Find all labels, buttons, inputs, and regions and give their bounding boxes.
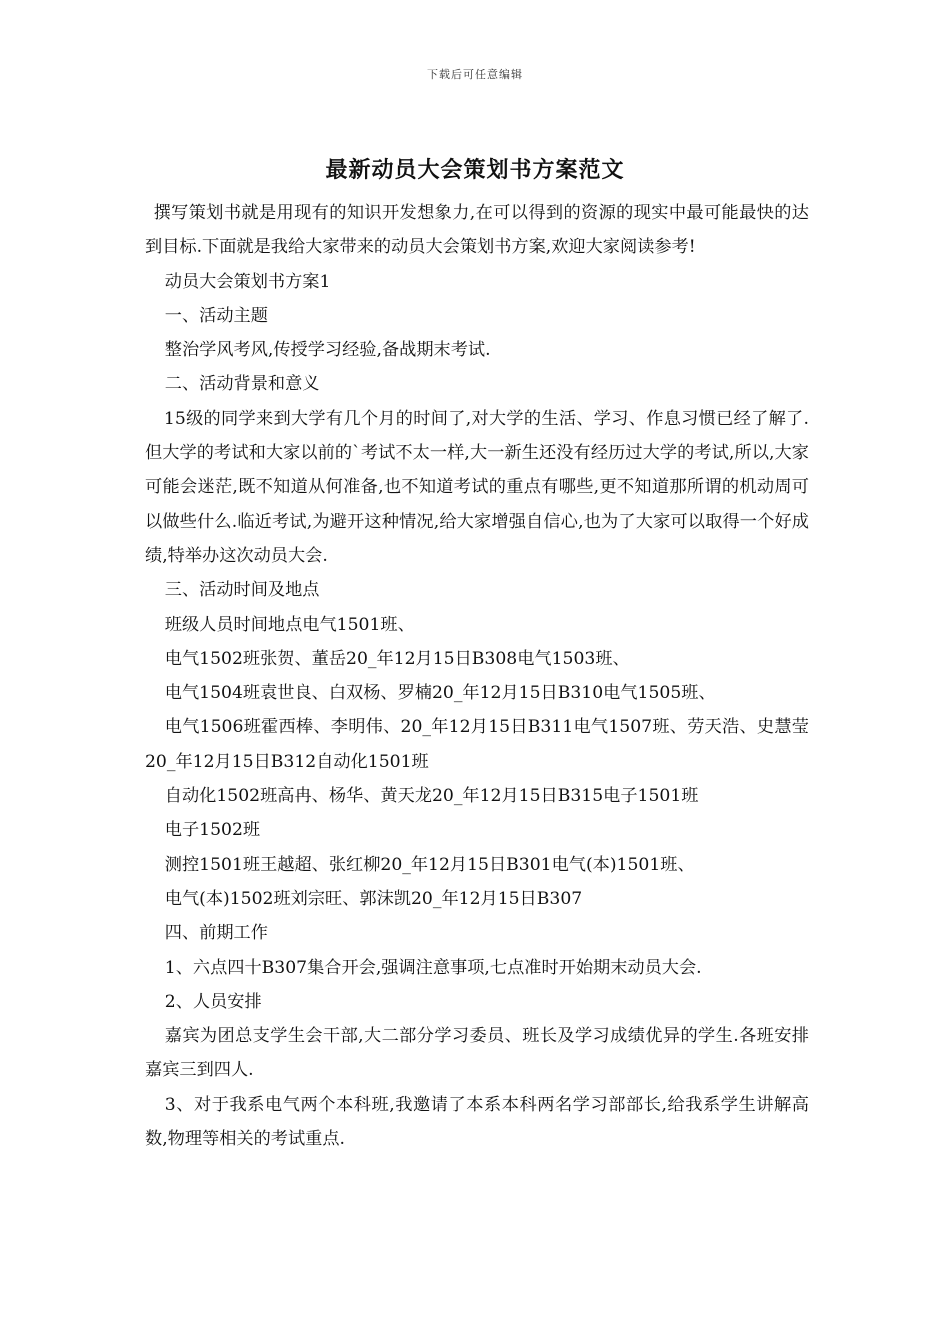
paragraph-theme: 整治学风考风,传授学习经验,备战期末考试. bbox=[164, 340, 491, 361]
intro-paragraph: 撰写策划书就是用现有的知识开发想象力,在可以得到的资源的现实中最可能最快的达到目标.下面就是我给大家带来的动员大会策划书方案,欢迎大家阅读参考! bbox=[145, 203, 809, 258]
paragraph-prep-1: 1、六点四十B307集合开会,强调注意事项,七点准时开始期末动员大会. bbox=[164, 957, 702, 978]
schedule-line: 自动化1502班高冉、杨华、黄天龙20_年12月15日B315电子1501班 bbox=[164, 786, 699, 807]
header-note: 下载后可任意编辑 bbox=[427, 68, 523, 81]
section-heading-time-place: 三、活动时间及地点 bbox=[164, 580, 320, 601]
schedule-line: 电气(本)1502班刘宗旺、郭沫凯20_年12月15日B307 bbox=[164, 888, 583, 909]
paragraph-prep-2: 2、人员安排 bbox=[164, 991, 262, 1012]
schedule-line: 班级人员时间地点电气1501班、 bbox=[164, 614, 415, 635]
schedule-line: 测控1501班王越超、张红柳20_年12月15日B301电气(本)1501班、 bbox=[164, 854, 695, 875]
paragraph-prep-3: 3、对于我系电气两个本科班,我邀请了本系本科两名学习部部长,给我系学生讲解高数,物理等相关的考试重点. bbox=[145, 1094, 809, 1150]
document-body bbox=[145, 196, 809, 1156]
document-title: 最新动员大会策划书方案范文 bbox=[325, 157, 625, 183]
section-heading-background: 二、活动背景和意义 bbox=[164, 374, 320, 395]
section-heading-theme: 一、活动主题 bbox=[164, 305, 268, 326]
paragraph-background: 15级的同学来到大学有几个月的时间了,对大学的生活、学习、作息习惯已经了解了.但大学的考试和大家以前的`考试不太一样,大一新生还没有经历过大学的考试,所以,大家可能会迷茫,既不知道从何准备,也不知道考试的重点有哪些,更不知道那所谓的机动周可以做些什么.临近考试,为避开这种情况,给大家增强自信心,也为了大家可以取得一个好成绩,特举办这次动员大会. bbox=[145, 408, 809, 566]
section-heading-preparation: 四、前期工作 bbox=[164, 923, 268, 944]
schedule-line: 电子1502班 bbox=[164, 820, 261, 841]
schedule-line: 电气1504班袁世良、白双杨、罗楠20_年12月15日B310电气1505班、 bbox=[164, 683, 716, 704]
schedule-line: 电气1502班张贺、董岳20_年12月15日B308电气1503班、 bbox=[164, 648, 630, 669]
schedule-line: 电气1506班霍西棒、李明伟、20_年12月15日B311电气1507班、劳天浩、史慧莹20_年12月15日B312自动化1501班 bbox=[145, 717, 809, 772]
section-heading-plan-1: 动员大会策划书方案1 bbox=[164, 271, 331, 292]
paragraph-guests: 嘉宾为团总支学生会干部,大二部分学习委员、班长及学习成绩优异的学生.各班安排嘉宾三到四人. bbox=[145, 1026, 809, 1081]
